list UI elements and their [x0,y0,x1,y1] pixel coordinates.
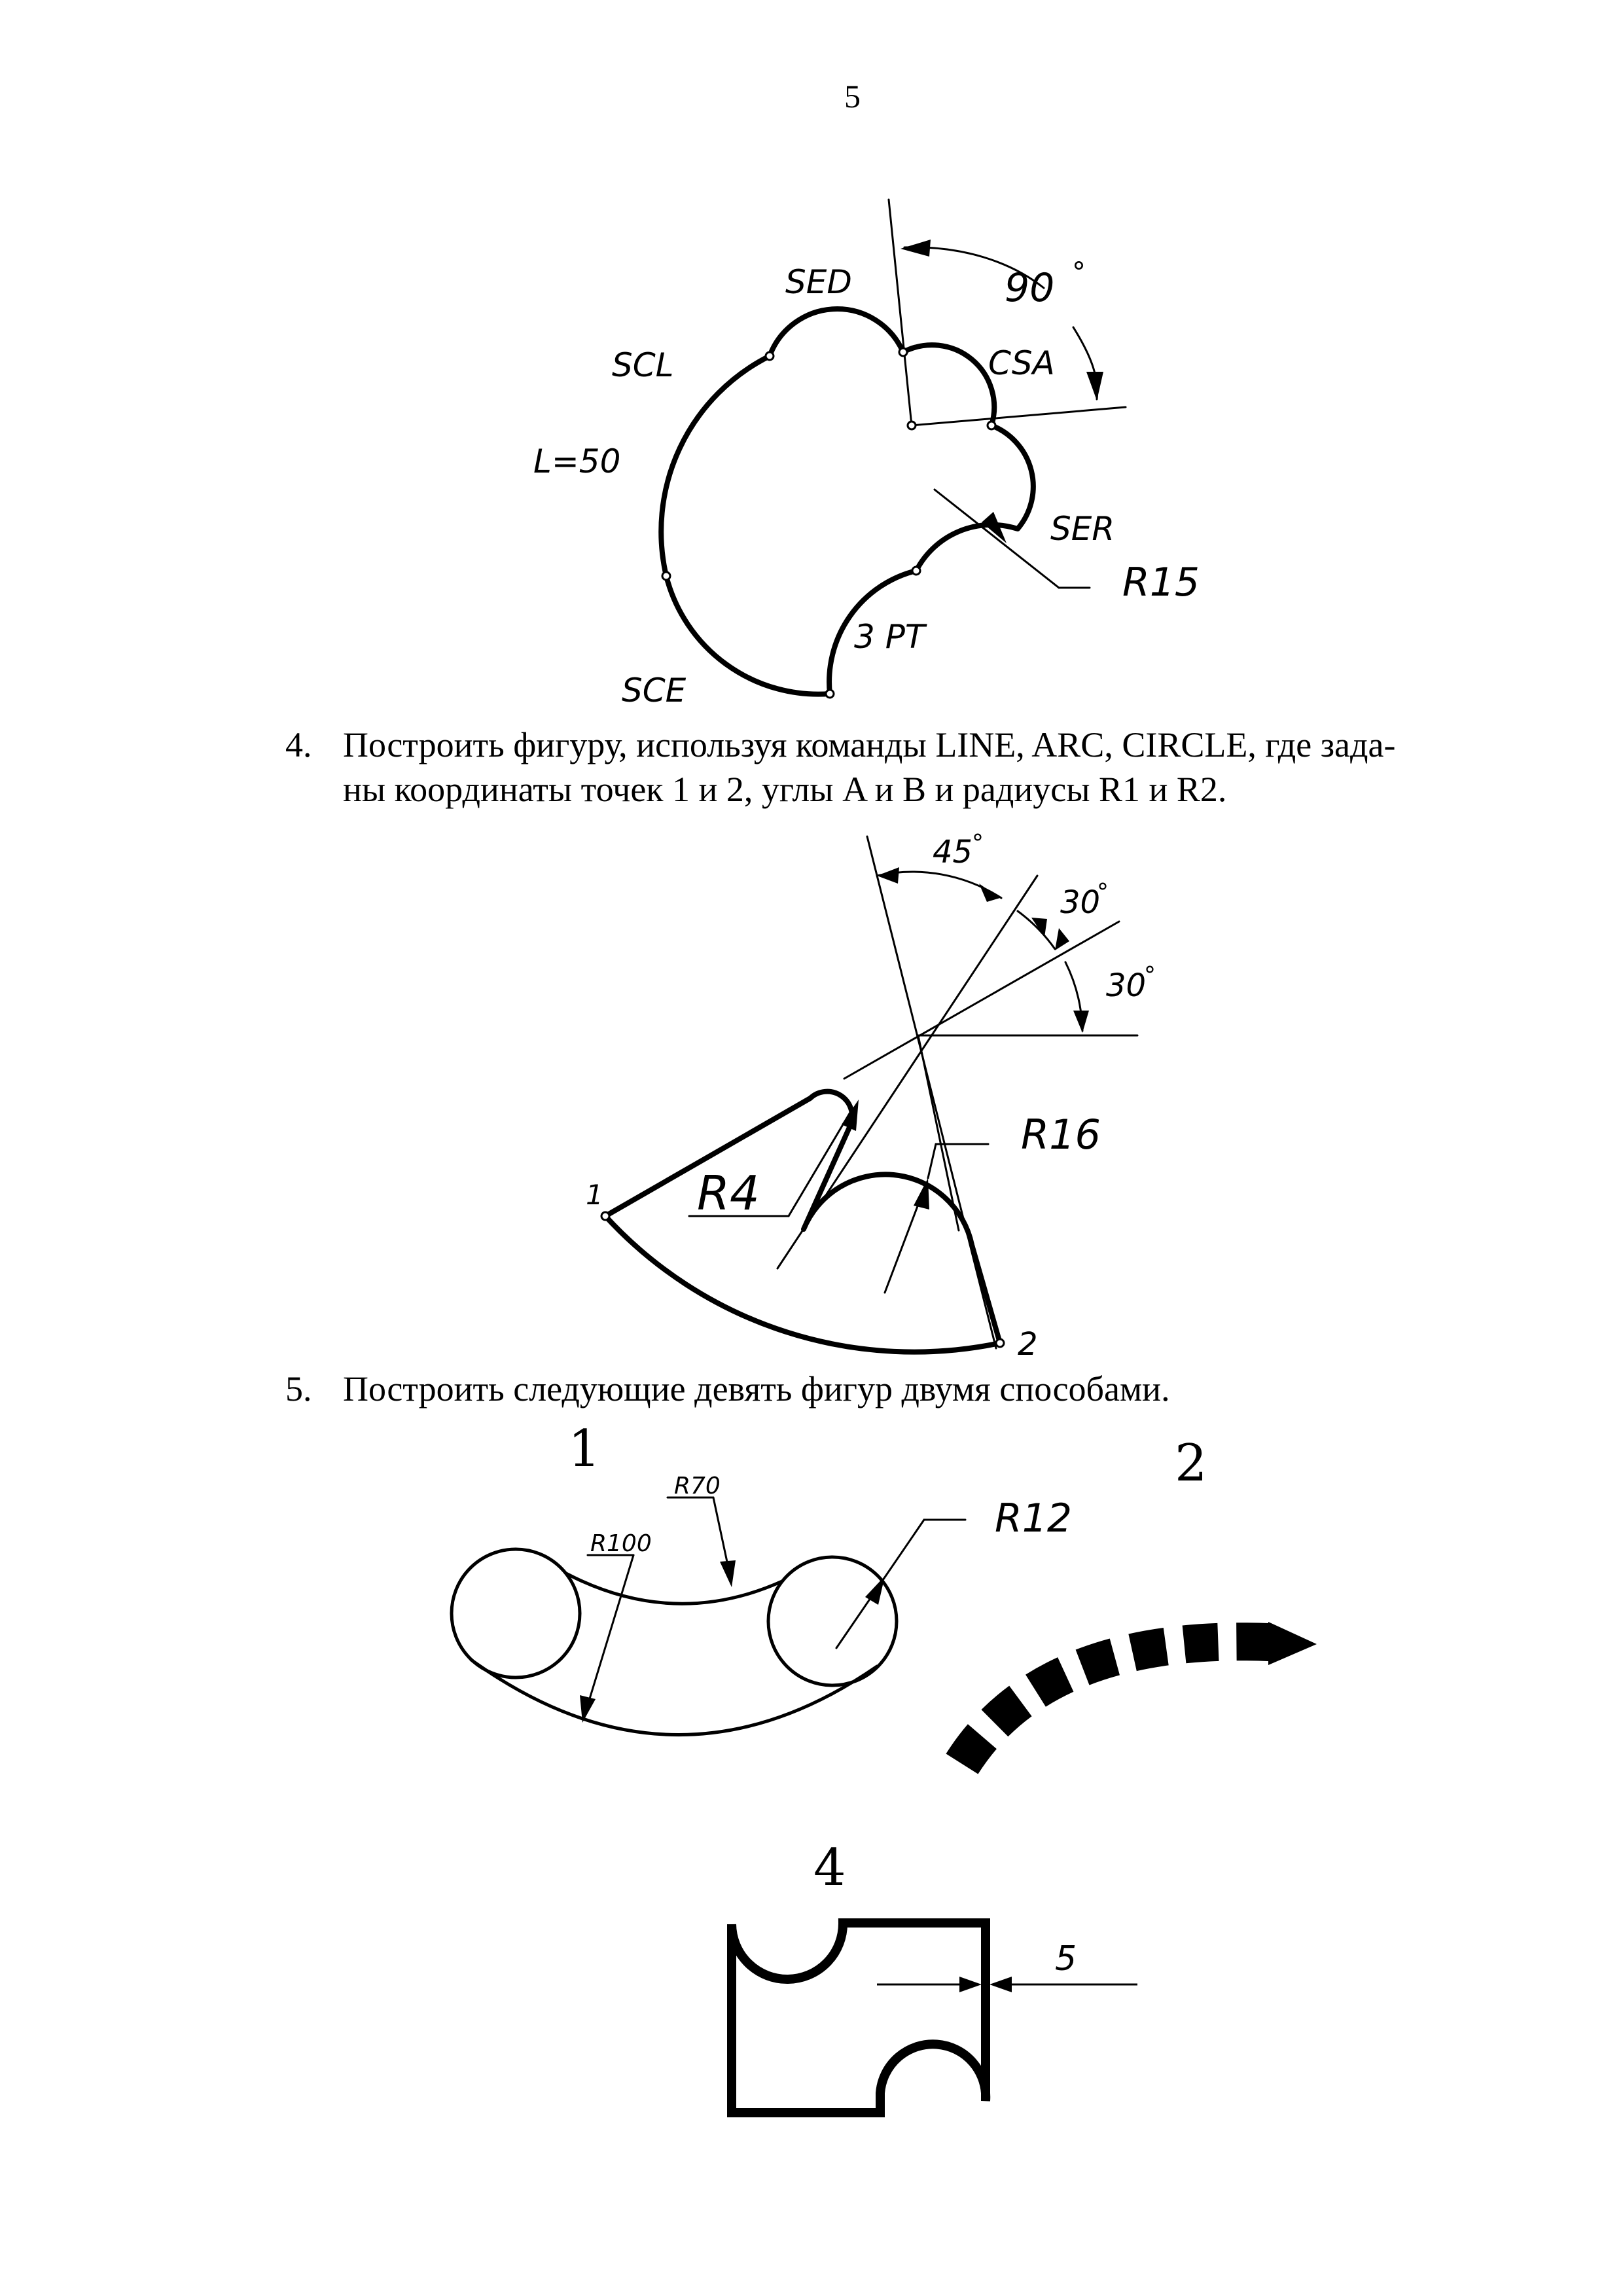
label-angle-90-degree: ° [1072,256,1086,288]
figure-2-arrowhead [1268,1622,1317,1665]
task-5-text [343,1367,1527,1411]
label-45: 45 [933,834,973,870]
figure-number-4: 4 [813,1839,846,1897]
label-l50: L=50 [533,442,621,480]
task-5-line-1: Построить следующие девять фигур двумя способами. [343,1369,1170,1408]
label-30-upper: 30 [1060,884,1101,921]
label-point-1: 1 [586,1179,603,1211]
figure-1-shape [452,1498,965,1735]
task-4 [285,723,1529,814]
task-5-number: 5. [285,1369,312,1408]
figure-set [0,1414,1623,2265]
task-4-number: 4. [285,725,312,764]
figure-2-shape [962,1622,1317,1764]
label-csa: CSA [988,344,1055,382]
angle-ref-line [912,407,1126,425]
label-point-2: 2 [1018,1326,1038,1363]
task-5 [285,1367,1529,1412]
label-r12: R12 [995,1496,1073,1541]
r16-leader [885,1193,923,1293]
figure-number-2: 2 [1175,1434,1207,1493]
figure-number-1: 1 [568,1420,601,1479]
label-ser: SER [1050,510,1115,548]
outline-thick [661,309,1033,694]
label-r4: R4 [697,1166,760,1221]
label-sed: SED [785,263,852,301]
r15-leader [935,490,1059,588]
label-30-upper-degree: ° [1097,879,1109,906]
task-4-line-2: ны координаты точек 1 и 2, углы A и B и радиусы R1 и R2. [343,770,1227,809]
dim-arc-30a [1018,911,1055,949]
label-3pt: 3 PT [854,618,925,656]
label-30-lower: 30 [1106,967,1147,1004]
figure-2-dashed-arc [962,1641,1283,1764]
label-45-degree: ° [972,830,984,857]
label-r70: R70 [674,1473,721,1499]
figure-1-upper-arc [566,1573,782,1604]
label-r16: R16 [1021,1111,1101,1158]
label-sce: SCE [622,672,687,709]
figure-4-shape [732,1921,986,2113]
figure-arc-commands [0,0,1623,720]
label-30-lower-degree: ° [1144,962,1156,989]
label-r15: R15 [1122,560,1200,605]
label-r100: R100 [590,1530,652,1557]
task-4-text [343,723,1527,812]
label-5: 5 [1055,1939,1077,1979]
page-number: 5 [844,78,861,115]
figure-4-dimension [877,1923,1137,2113]
figure-1-lower-arc [471,1660,877,1735]
figure-line-arc-circle [0,818,1623,1374]
vertical-ref-line [889,200,912,425]
ray-vertical [867,836,996,1348]
task-4-line-1: Построить фигуру, используя команды LINE, ARC, CIRCLE, где зада- [343,725,1396,764]
label-angle-90: 90 [1005,265,1055,311]
label-scl: SCL [612,346,674,384]
